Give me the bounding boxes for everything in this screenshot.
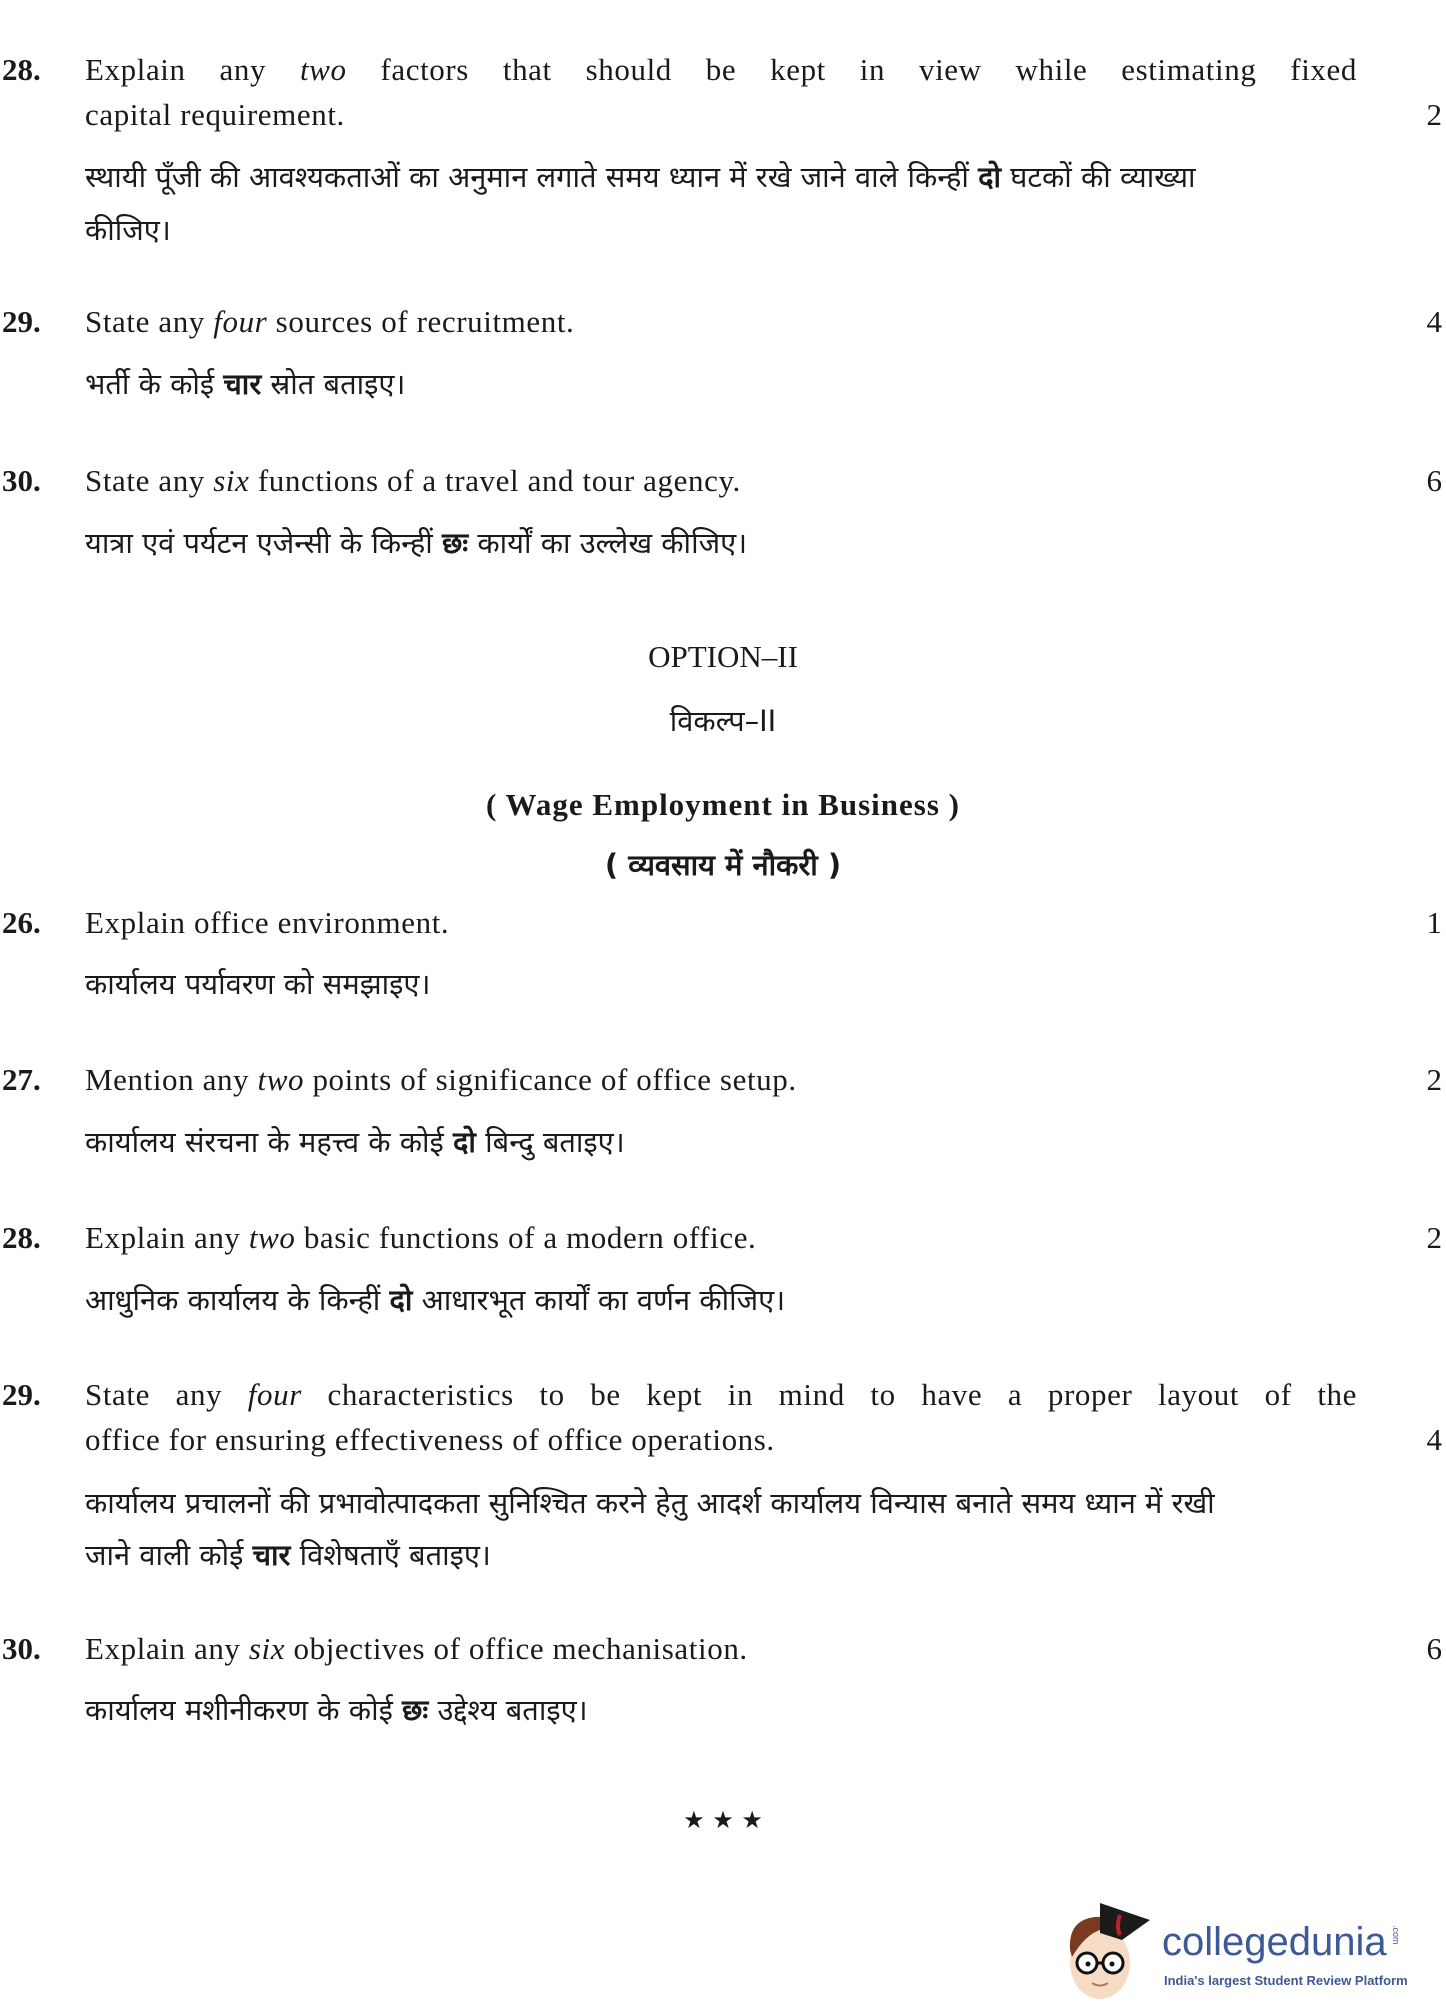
marks: 2 xyxy=(1426,97,1442,132)
question-number: 28. xyxy=(2,1220,41,1255)
question-text: Explain any two factors that should be kept in view while estimating fixed xyxy=(85,52,1357,87)
question-text-hindi: स्थायी पूँजी की आवश्यकताओं का अनुमान लगाते समय ध्यान में रखे जाने वाले किन्हीं दो घटकों की व्याख्या xyxy=(85,160,1196,194)
logo-wordmark: collegedunia xyxy=(1162,1920,1387,1964)
question-text-cont: capital requirement. xyxy=(85,97,345,132)
question-text-hindi-cont: जाने वाली कोई चार विशेषताएँ बताइए। xyxy=(85,1538,491,1572)
option-heading: OPTION–II xyxy=(648,639,798,674)
collegedunia-logo xyxy=(1060,1895,1446,2005)
question-number: 30. xyxy=(2,463,41,498)
question-text-cont: office for ensuring effectiveness of office operations. xyxy=(85,1422,775,1457)
question-number: 29. xyxy=(2,304,41,339)
question-text-hindi: कार्यालय मशीनीकरण के कोई छः उद्देश्य बताइए। xyxy=(85,1693,588,1727)
option-heading-hindi: विकल्प–II xyxy=(669,704,777,738)
end-stars: ★ ★ ★ xyxy=(683,1806,763,1834)
question-text-hindi: यात्रा एवं पर्यटन एजेन्सी के किन्हीं छः कार्यों का उल्लेख कीजिए। xyxy=(85,526,748,560)
marks: 2 xyxy=(1426,1062,1442,1097)
question-text: State any four sources of recruitment. xyxy=(85,304,575,339)
logo-domain: .com xyxy=(1391,1925,1401,1945)
question-text: Explain any six objectives of office mechanisation. xyxy=(85,1631,748,1666)
question-text: Explain office environment. xyxy=(85,905,450,940)
marks: 4 xyxy=(1426,304,1442,339)
question-number: 29. xyxy=(2,1377,41,1412)
question-text-hindi-cont: कीजिए। xyxy=(85,213,171,247)
question-number: 27. xyxy=(2,1062,41,1097)
mascot-icon xyxy=(1060,1895,1155,2005)
marks: 2 xyxy=(1426,1220,1442,1255)
question-text-hindi: कार्यालय संरचना के महत्त्व के कोई दो बिन्दु बताइए। xyxy=(85,1125,625,1159)
question-text: State any four characteristics to be kept in mind to have a proper layout of the xyxy=(85,1377,1357,1412)
logo-tagline: India's largest Student Review Platform xyxy=(1164,1973,1408,1988)
question-text-hindi: कार्यालय प्रचालनों की प्रभावोत्पादकता सुनिश्चित करने हेतु आदर्श कार्यालय विन्यास बनाते समय ध्यान में रखी xyxy=(85,1486,1215,1520)
marks: 4 xyxy=(1426,1422,1442,1457)
marks: 1 xyxy=(1426,905,1442,940)
question-number: 30. xyxy=(2,1631,41,1666)
subject-heading: ( Wage Employment in Business ) xyxy=(486,787,960,822)
question-number: 26. xyxy=(2,905,41,940)
question-text-hindi: भर्ती के कोई चार स्रोत बताइए। xyxy=(85,367,406,401)
question-text: Mention any two points of significance of office setup. xyxy=(85,1062,797,1097)
question-number: 28. xyxy=(2,52,41,87)
question-text-hindi: आधुनिक कार्यालय के किन्हीं दो आधारभूत कार्यों का वर्णन कीजिए। xyxy=(85,1283,786,1317)
question-text: State any six functions of a travel and tour agency. xyxy=(85,463,741,498)
question-text: Explain any two basic functions of a modern office. xyxy=(85,1220,757,1255)
marks: 6 xyxy=(1426,1631,1442,1666)
subject-heading-hindi: ( व्यवसाय में नौकरी ) xyxy=(604,848,842,882)
question-text-hindi: कार्यालय पर्यावरण को समझाइए। xyxy=(85,967,431,1001)
marks: 6 xyxy=(1426,463,1442,498)
